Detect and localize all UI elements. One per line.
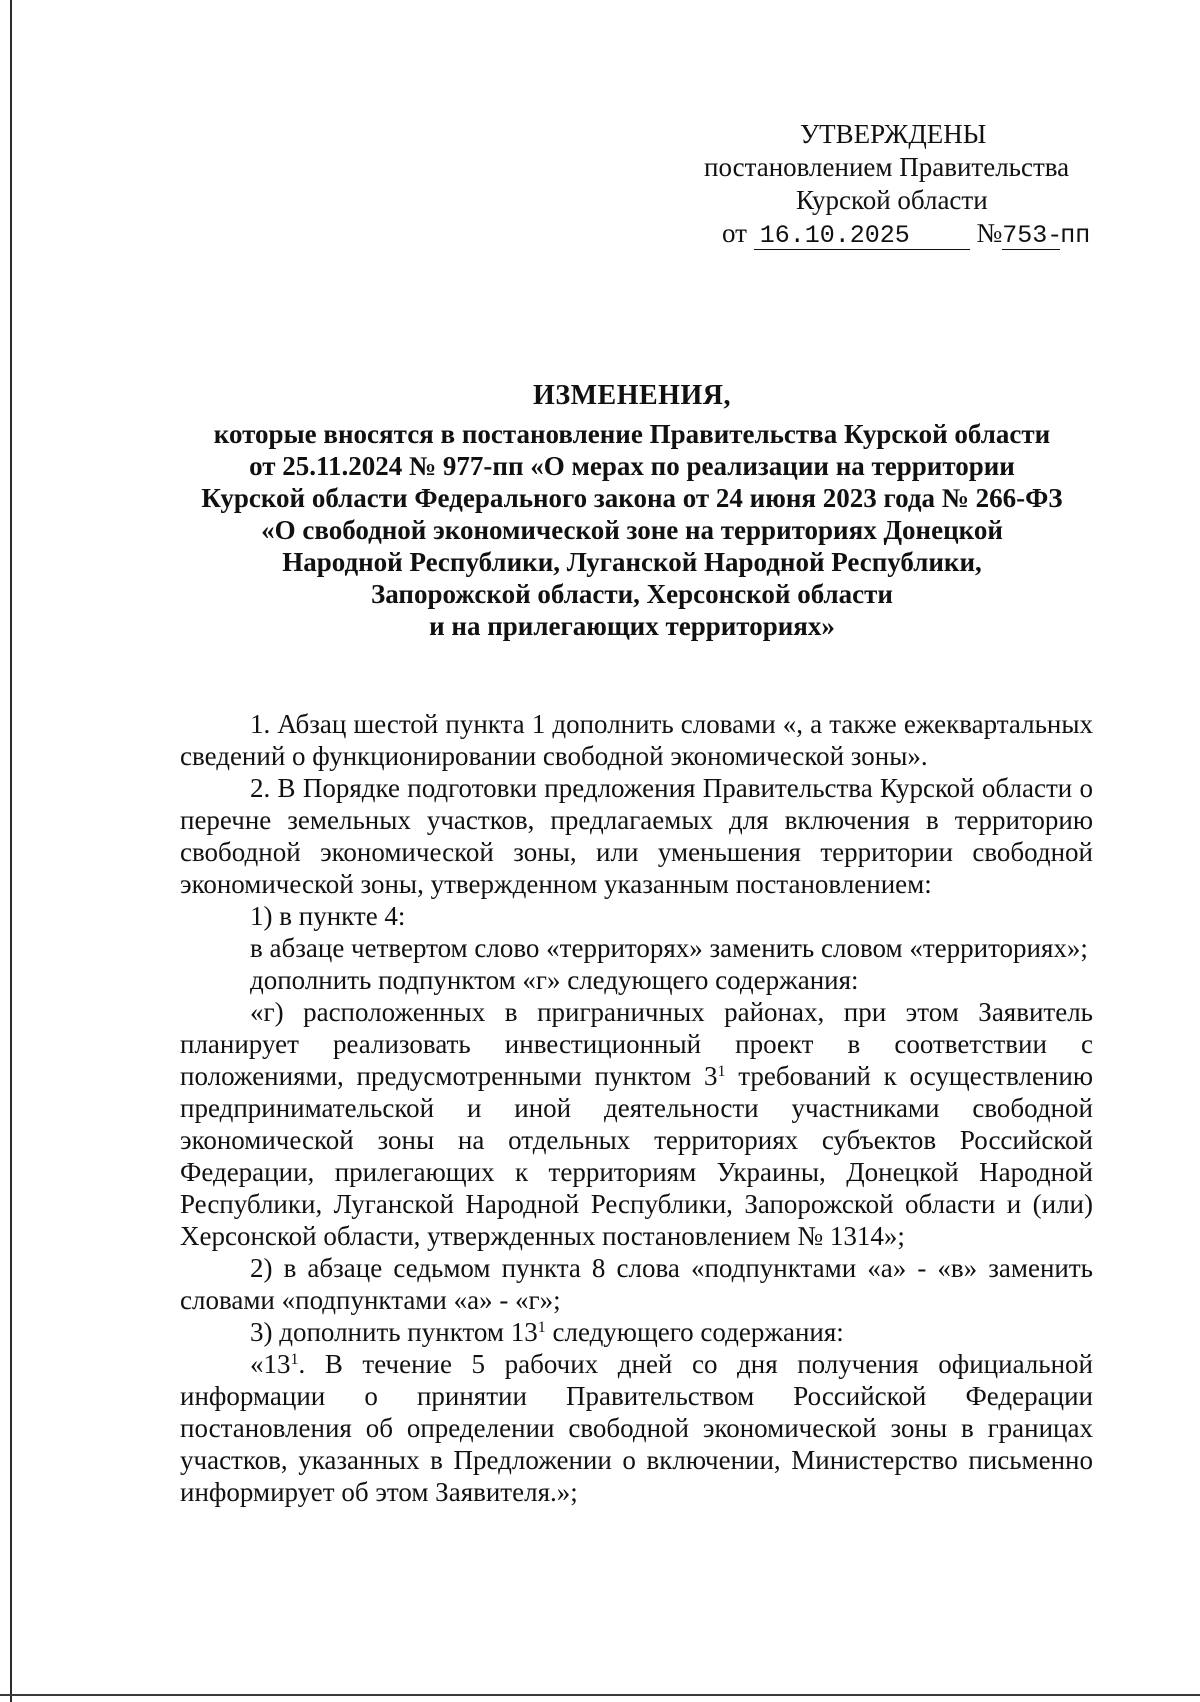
paragraph-8-text-a: 3) дополнить пунктом 13 [250,1317,538,1347]
title-line: от 25.11.2024 № 977-пп «О мерах по реализации на территории [249,451,1015,481]
approval-line-region: Курской области [796,185,988,215]
approval-number-suffix: пп [1060,221,1091,250]
paragraph-5: дополнить подпунктом «г» следующего содержания: [250,965,859,995]
title-heading: ИЗМЕНЕНИЯ, [533,380,731,411]
document-body [180,708,1093,1508]
scan-edge-bottom [0,1694,1200,1696]
paragraph-4: в абзаце четвертом слово «территорях» заменить словом «территориях»; [250,933,1088,963]
approval-number: 753- [1002,221,1063,250]
number-label: № [976,218,1003,248]
paragraph-1: 1. Абзац шестой пункта 1 дополнить словами «, а также ежеквартальных сведений о функционировании свободной экономической зоны». [180,709,1093,771]
paragraph-6 [180,996,1093,1252]
superscript: 1 [717,1063,726,1080]
superscript: 1 [537,1319,546,1336]
paragraph-3: 1) в пункте 4: [250,901,406,931]
paragraph-9-text-b: . В течение 5 рабочих дней со дня получения официальной информации о принятии Правительством Российской Федерации постановления об определении свободной экономической зоны в границах участков, указанных в Предложении о включении, Министерство письменно информирует об этом Заявителя.»; [180,1349,1093,1507]
scan-edge-left [10,0,12,1702]
approval-date: 16.10.2025 [759,221,910,250]
title-line: Народной Республики, Луганской Народной Республики, [282,547,982,577]
approval-date-number-line [704,217,1114,252]
paragraph-7: 2) в абзаце седьмом пункта 8 слова «подпунктами «а» - «в» заменить словами «подпунктами «а» - «г»; [180,1253,1093,1315]
paragraph-6-text-a: «г) расположенных в приграничных районах, при этом Заявитель планирует реализовать инвестиционный проект в соответствии с положениями, предусмотренными пунктом 3 [180,997,1093,1091]
approval-stamp-block [704,118,1114,252]
title-line: и на прилегающих территориях» [429,611,835,641]
paragraph-2: 2. В Порядке подготовки предложения Правительства Курской области о перечне земельных участков, предлагаемых для включения в территорию свободной экономической зоны, или уменьшения территории свободной экономической зоны, утвержденном указанным постановлением: [180,773,1093,899]
paragraph-6-text-b: требований к осуществлению предпринимательской и иной деятельности участниками свободной экономической зоны на отдельных территориях субъектов Российской Федерации, прилегающих к территориям Украины, Донецкой Народной Республики, Луганской Народной Республики, Запорожской области и (или) Херсонской области, утвержденных постановлением № 1314»; [180,1061,1093,1251]
title-line: «О свободной экономической зоне на территориях Донецкой [261,515,1003,545]
title-line: Курской области Федерального закона от 24 июня 2023 года № 266-ФЗ [201,483,1063,513]
paragraph-8 [180,1316,1093,1348]
approval-date-field [754,220,970,250]
title-line: Запорожской области, Херсонской области [371,579,893,609]
paragraph-9-text-a: «13 [250,1349,291,1379]
paragraph-9 [180,1348,1093,1508]
from-label: от [722,218,747,248]
title-line: которые вносятся в постановление Правительства Курской области [213,419,1051,449]
document-title [180,380,1084,642]
superscript: 1 [290,1351,299,1368]
paragraph-8-text-b: следующего содержания: [545,1317,844,1347]
approval-heading: УТВЕРЖДЕНЫ [800,119,987,149]
approval-number-field [1002,220,1063,250]
approval-line-decree: постановлением Правительства [704,152,1070,182]
